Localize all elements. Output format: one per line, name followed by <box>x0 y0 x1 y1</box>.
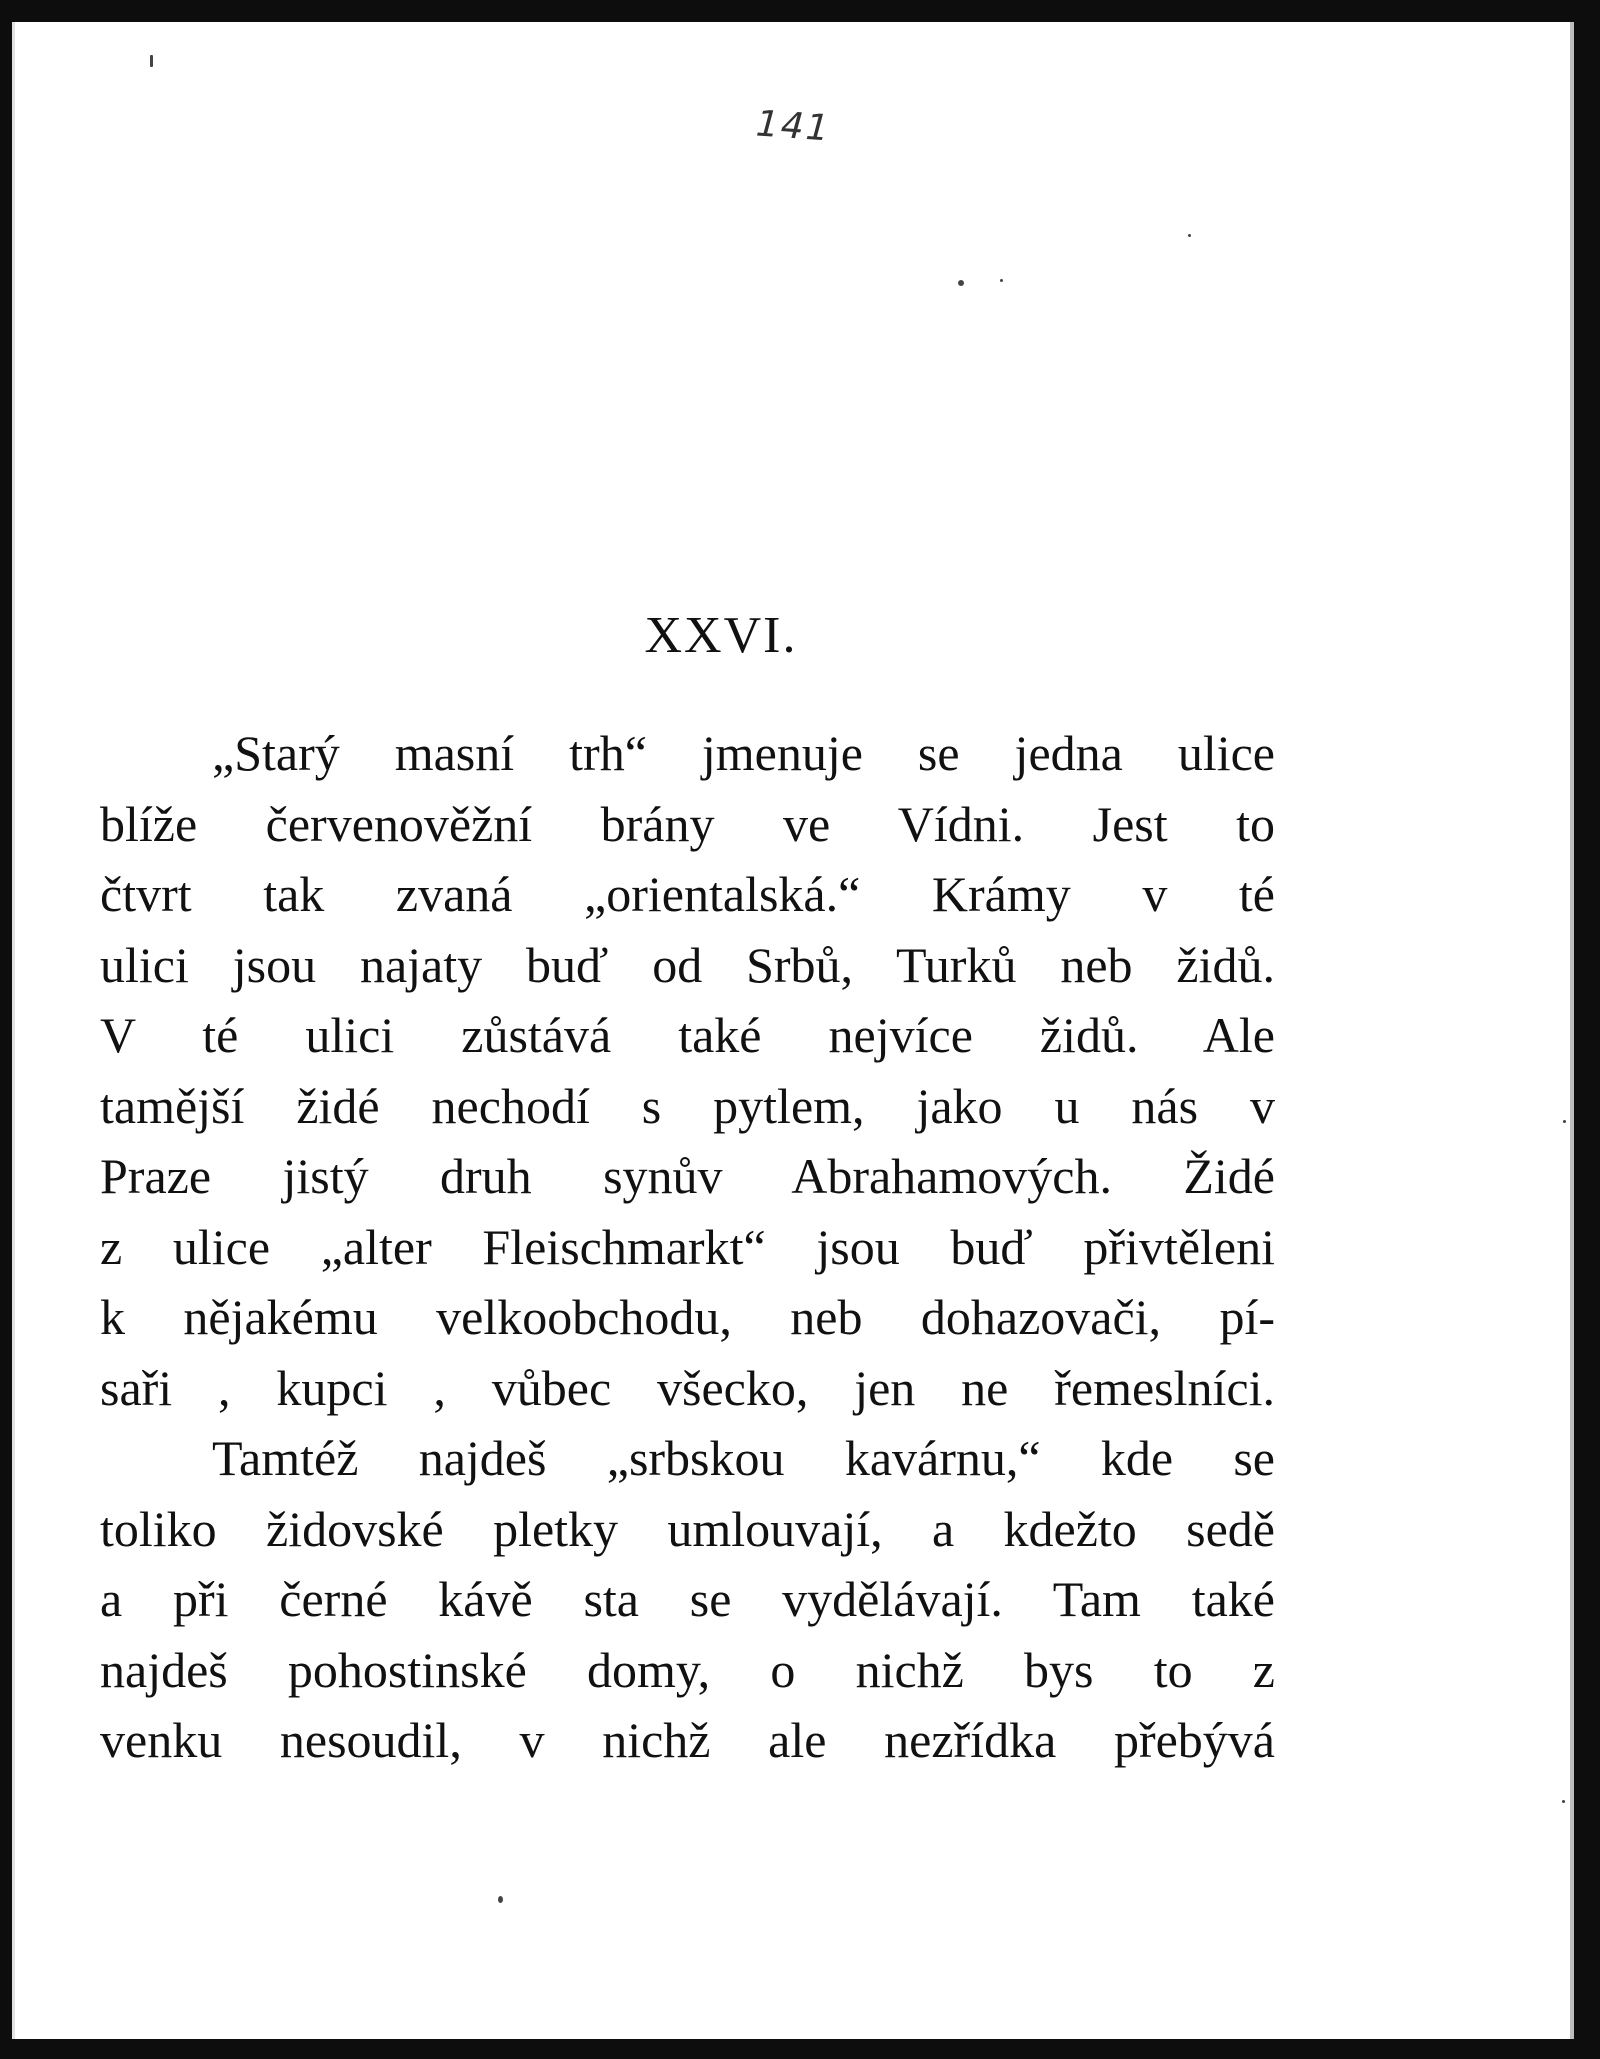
scan-border-left <box>0 0 12 2059</box>
text-line: saři , kupci , vůbec všecko, jen ne řemeslníci. <box>100 1359 1275 1416</box>
text-line: a při černé kávě sta se vydělávají. Tam také <box>100 1571 1275 1627</box>
text-line: z ulice „alter Fleischmarkt“ jsou buď přivtěleni <box>100 1218 1275 1275</box>
scan-speck <box>1188 234 1191 237</box>
text-line: Praze jistý druh synův Abrahamových. Židé <box>100 1148 1275 1204</box>
text-line: V té ulici zůstává také nejvíce židů. Ale <box>100 1007 1275 1063</box>
page-edge-left <box>12 22 15 2039</box>
scan-speck <box>498 1896 503 1903</box>
page-edge-right <box>1570 22 1574 2039</box>
scan-border-top <box>0 0 1600 22</box>
scan-border-bottom <box>0 2039 1600 2059</box>
text-line: venku nesoudil, v nichž ale nezřídka přebývá <box>100 1712 1275 1768</box>
scan-border-right <box>1574 0 1600 2059</box>
text-line: tamější židé nechodí s pytlem, jako u nás v <box>100 1077 1275 1134</box>
text-line: blíže červenověžní brány ve Vídni. Jest to <box>100 795 1275 852</box>
text-line: „Starý masní trh“ jmenuje se jedna ulice <box>212 725 1275 781</box>
scan-speck <box>150 55 153 67</box>
scan-speck <box>1563 1120 1566 1123</box>
text-line: k nějakému velkoobchodu, neb dohazovači, pí- <box>100 1289 1275 1345</box>
text-line: ulici jsou najaty buď od Srbů, Turků neb židů. <box>100 936 1275 993</box>
scan-speck <box>1000 279 1003 282</box>
chapter-heading: XXVI. <box>644 607 798 664</box>
text-line: čtvrt tak zvaná „orientalská.“ Krámy v té <box>100 866 1275 922</box>
scan-speck <box>958 280 964 286</box>
body-text <box>100 718 1275 1776</box>
text-line: najdeš pohostinské domy, o nichž bys to z <box>100 1641 1275 1698</box>
handwritten-page-number: 141 <box>754 103 833 150</box>
scan-speck <box>1562 1800 1565 1803</box>
text-line: Tamtéž najdeš „srbskou kavárnu,“ kde se <box>212 1430 1275 1486</box>
text-line: toliko židovské pletky umlouvají, a kdežto sedě <box>100 1500 1275 1557</box>
